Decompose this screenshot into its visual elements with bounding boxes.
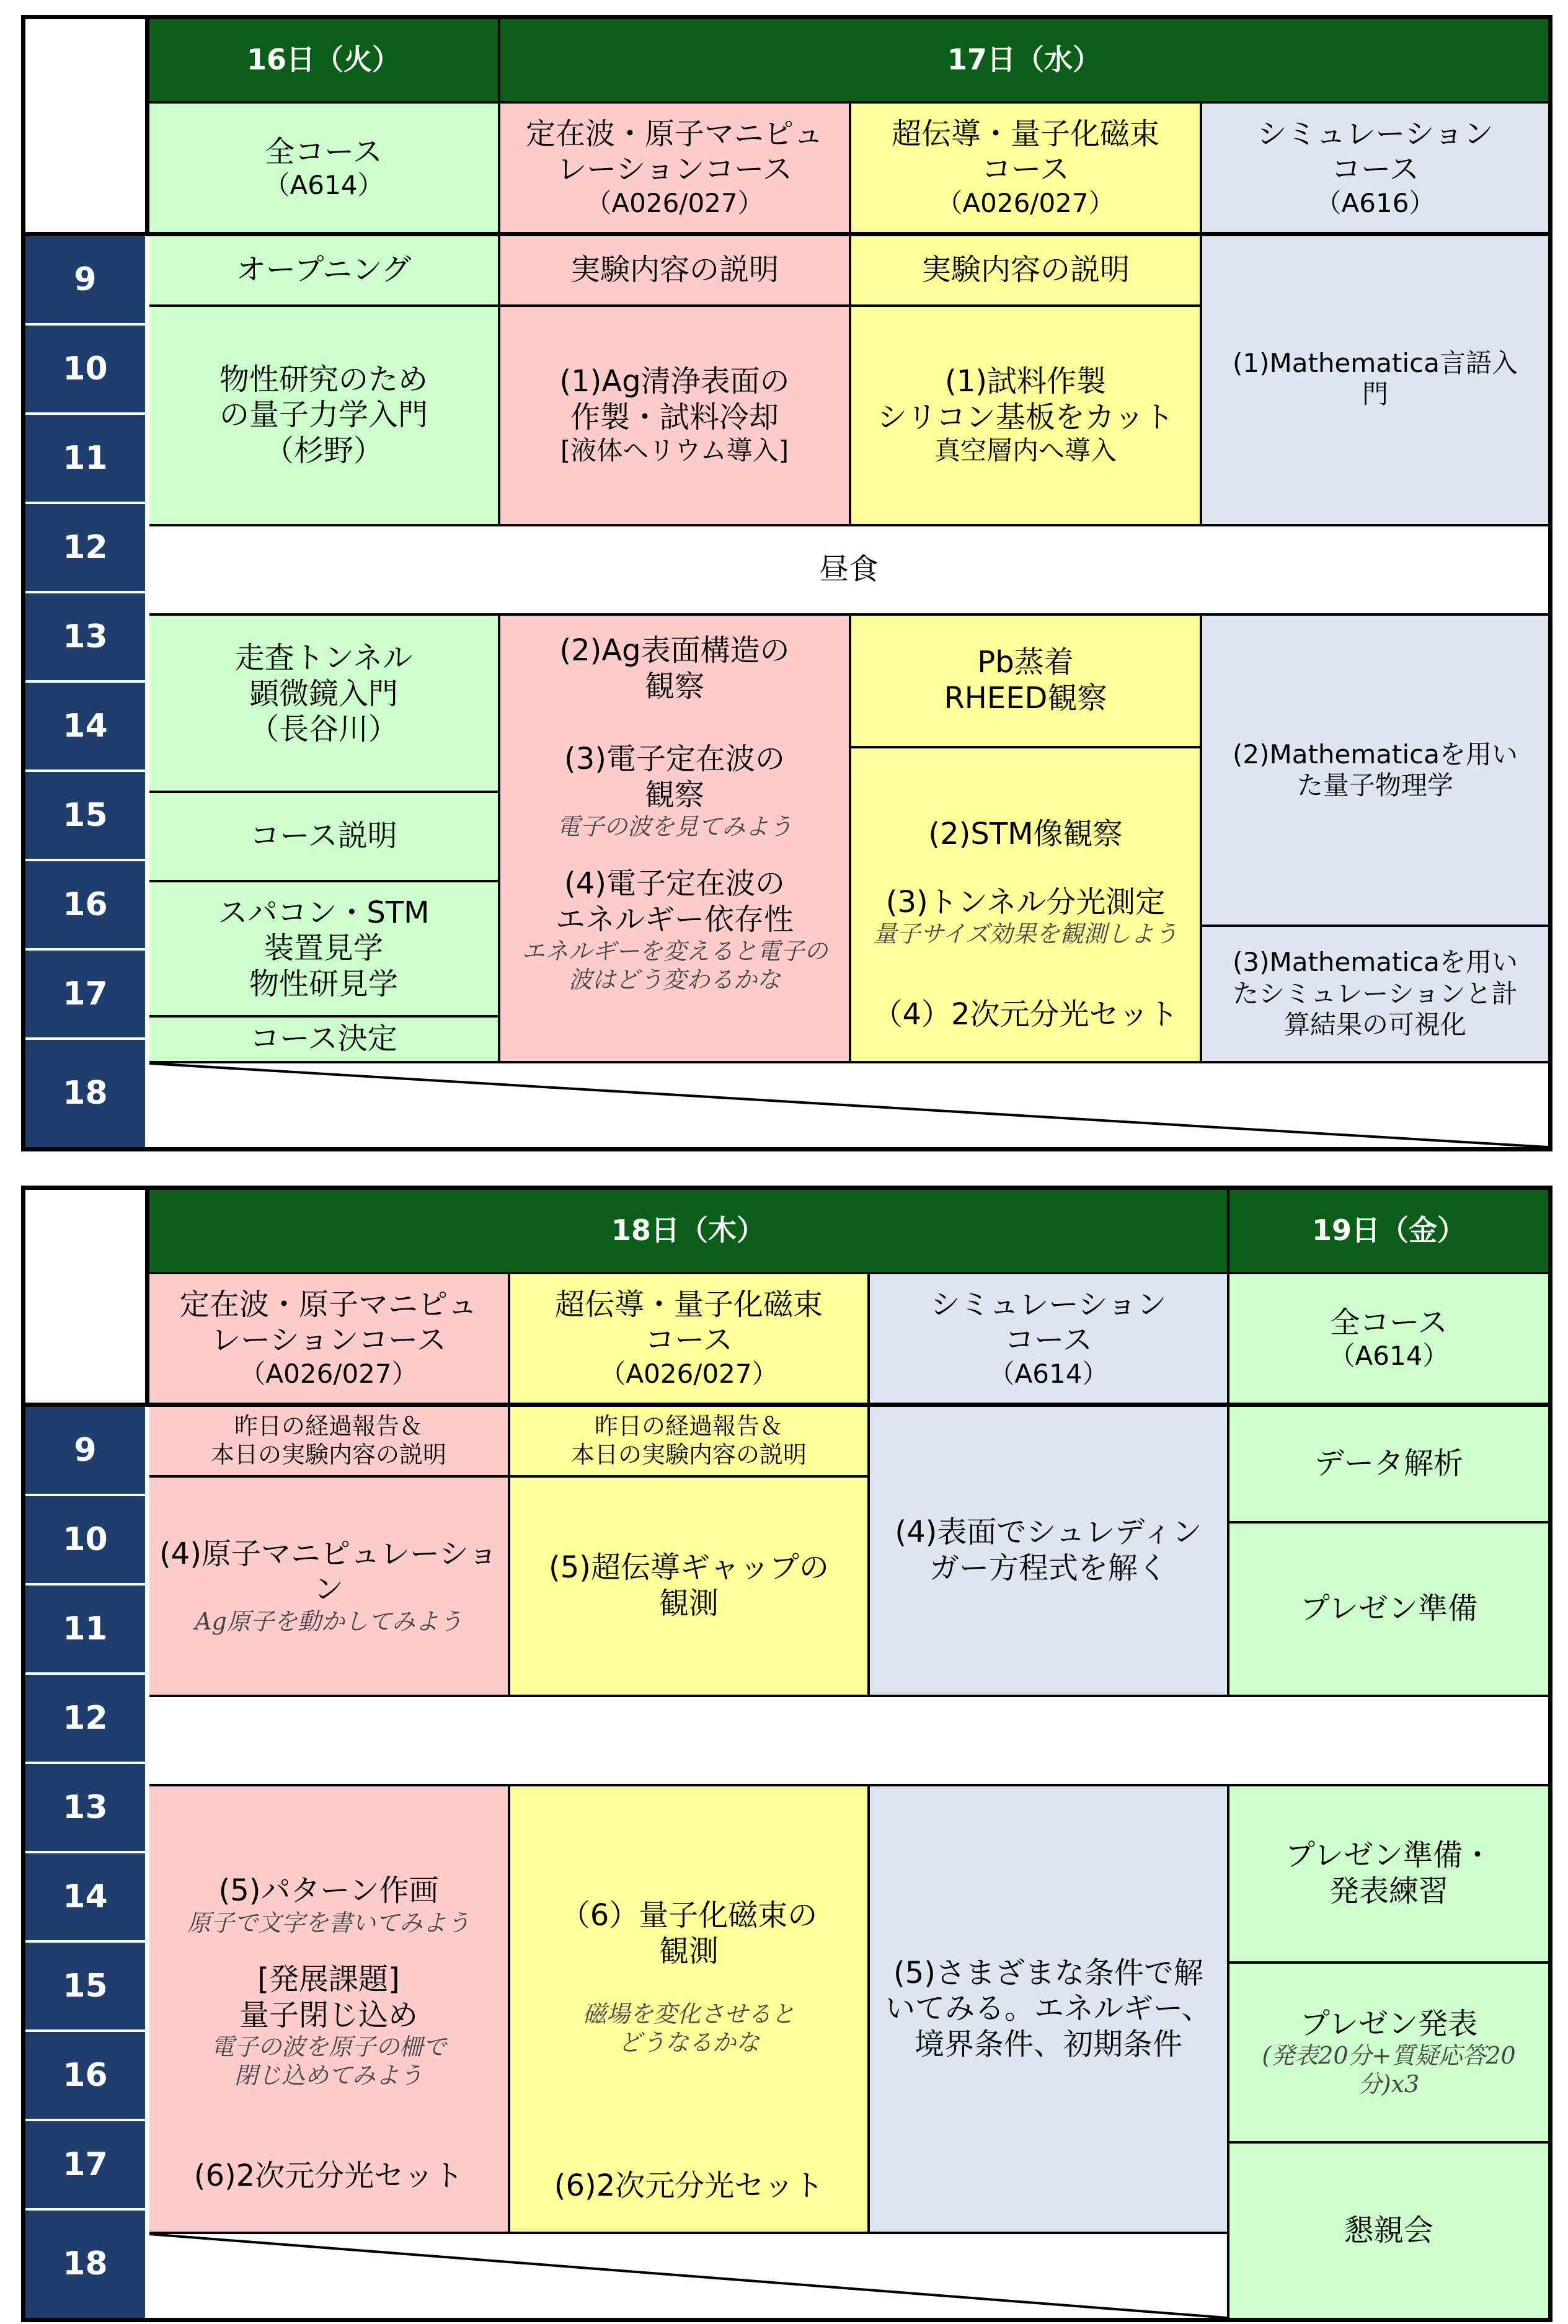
course-room: （A026/027） bbox=[585, 187, 764, 218]
hour-12 bbox=[25, 1675, 145, 1764]
event-text: 本日の実験内容の説明 bbox=[570, 1441, 807, 1468]
event-text: プレゼン準備・ bbox=[1285, 1838, 1493, 1873]
course-room: （A026/027） bbox=[936, 187, 1115, 218]
hour-10 bbox=[25, 1496, 145, 1586]
hour-13 bbox=[25, 1764, 145, 1853]
event-text: (2)Ag表面構造の bbox=[559, 633, 790, 668]
hour-17 bbox=[25, 2121, 145, 2211]
event-text: [液体ヘリウム導入] bbox=[560, 435, 789, 466]
event-note: 波はどう変わるかな bbox=[568, 965, 781, 993]
hour-11 bbox=[25, 1586, 145, 1675]
event-text: 物性研見学 bbox=[249, 966, 398, 1001]
event-note: 量子サイズ効果を観測しよう bbox=[873, 920, 1178, 948]
event-conditions bbox=[870, 1786, 1229, 2234]
hour-label: 10 bbox=[63, 350, 108, 388]
event-text: 門 bbox=[1362, 379, 1388, 410]
diagonal-line bbox=[149, 1063, 1548, 1147]
event-text: の量子力学入門 bbox=[219, 397, 428, 433]
event-mathematica-sim bbox=[1202, 927, 1548, 1063]
event-data-analysis bbox=[1229, 1407, 1548, 1523]
event-note: 分)x3 bbox=[1358, 2070, 1420, 2098]
hour-label: 15 bbox=[63, 796, 108, 834]
event-mathematica-intro bbox=[1202, 236, 1548, 526]
course-header-all bbox=[1229, 1274, 1548, 1407]
course-room: （A614） bbox=[1329, 1341, 1449, 1372]
event-text: た量子物理学 bbox=[1296, 770, 1453, 801]
hour-label: 10 bbox=[63, 1520, 108, 1558]
event-text: 実験内容の説明 bbox=[570, 252, 779, 288]
course-header-standing-wave bbox=[500, 104, 851, 236]
event-text: (1)Ag清浄表面の bbox=[559, 364, 790, 399]
course-room: （A026/027） bbox=[600, 1358, 778, 1389]
event-text: (3)電子定在波の bbox=[564, 742, 785, 777]
hour-label: 14 bbox=[63, 1878, 108, 1915]
course-room: （A026/027） bbox=[239, 1358, 418, 1389]
event-text: たシミュレーションと計 bbox=[1233, 978, 1518, 1009]
event-opening bbox=[149, 236, 500, 307]
event-note: Ag原子を動かしてみよう bbox=[195, 1607, 463, 1635]
hour-label: 11 bbox=[63, 439, 108, 477]
event-text: (5)さまざまな条件で解 bbox=[893, 1955, 1203, 1990]
event-text: 観察 bbox=[644, 777, 704, 812]
event-text: （杉野） bbox=[264, 433, 383, 468]
event-note: 電子の波を見てみよう bbox=[556, 813, 792, 841]
event-text: [発展課題] bbox=[257, 1962, 400, 1997]
hour-label: 16 bbox=[63, 2056, 108, 2094]
corner-cell bbox=[25, 1190, 149, 1407]
event-text: (2)Mathematicaを用い bbox=[1232, 738, 1518, 769]
event-text: (3)トンネル分光測定 bbox=[885, 884, 1166, 920]
hour-15 bbox=[25, 772, 145, 861]
event-note: (発表20分+質疑応答20 bbox=[1262, 2042, 1516, 2070]
event-sc-gap bbox=[510, 1478, 870, 1697]
event-lecture bbox=[149, 307, 500, 526]
event-party bbox=[1229, 2144, 1548, 2318]
event-note: 磁場を変化させると bbox=[582, 2000, 795, 2028]
event-text: プレゼン発表 bbox=[1300, 2006, 1478, 2041]
event-text: 昨日の経過報告＆ bbox=[234, 1413, 423, 1440]
hour-label: 9 bbox=[74, 260, 97, 298]
event-text: Pb蒸着 bbox=[977, 645, 1074, 680]
event-text: データ解析 bbox=[1314, 1446, 1463, 1481]
hour-14 bbox=[25, 683, 145, 772]
event-sample-prep bbox=[851, 307, 1202, 526]
event-course-decide bbox=[149, 1018, 500, 1063]
hour-label: 12 bbox=[63, 1699, 108, 1737]
event-note: 原子で文字を書いてみよう bbox=[187, 1909, 470, 1936]
hour-14 bbox=[25, 1853, 145, 1943]
event-text: 物性研究のため bbox=[219, 361, 428, 397]
event-note: 閉じ込めてみよう bbox=[234, 2061, 423, 2089]
course-room: （A614） bbox=[264, 170, 384, 201]
event-schrodinger bbox=[870, 1407, 1229, 1697]
event-stm-intro bbox=[149, 616, 500, 793]
event-text: オープニング bbox=[236, 252, 412, 288]
event-text: （4）2次元分光セット bbox=[872, 996, 1179, 1032]
event-explain-sw bbox=[500, 236, 851, 307]
event-text: (2)STM像観察 bbox=[928, 817, 1123, 851]
event-text: 量子閉じ込め bbox=[239, 1997, 418, 2033]
hour-9 bbox=[25, 236, 145, 326]
event-text: (5)超伝導ギャップの bbox=[549, 1550, 829, 1586]
event-text: 懇親会 bbox=[1344, 2212, 1433, 2248]
event-lunch bbox=[149, 526, 1548, 616]
event-text: ン bbox=[313, 1572, 343, 1607]
event-text: （長谷川） bbox=[249, 712, 398, 747]
event-stm-afternoon bbox=[851, 748, 1202, 1063]
event-text: (6)2次元分光セット bbox=[554, 2168, 824, 2204]
event-text: 境界条件、初期条件 bbox=[914, 2026, 1182, 2062]
course-name: 全コース bbox=[265, 134, 383, 169]
event-text: 実験内容の説明 bbox=[921, 252, 1130, 288]
course-room: （A614） bbox=[988, 1358, 1109, 1389]
event-text: エネルギー依存性 bbox=[555, 902, 794, 937]
hour-label: 18 bbox=[63, 1075, 108, 1112]
event-ag-surface bbox=[500, 307, 851, 526]
course-header-simulation bbox=[870, 1274, 1229, 1407]
day-header-text: 18日（木） bbox=[611, 1213, 765, 1248]
course-header-all bbox=[149, 104, 500, 236]
hour-label: 17 bbox=[63, 2145, 108, 2183]
event-text: 走査トンネル bbox=[234, 641, 413, 675]
hour-13 bbox=[25, 593, 145, 683]
event-text: (4)原子マニピュレーショ bbox=[159, 1536, 498, 1571]
hour-11 bbox=[25, 415, 145, 504]
hour-16 bbox=[25, 2032, 145, 2121]
event-sw-afternoon bbox=[500, 616, 851, 1063]
day-header-19 bbox=[1229, 1190, 1548, 1274]
hour-label: 13 bbox=[63, 618, 108, 655]
event-tour bbox=[149, 882, 500, 1018]
course-name: 超伝導・量子化磁束 コース bbox=[891, 116, 1159, 187]
event-text: 観察 bbox=[644, 668, 704, 704]
event-explain-sc bbox=[851, 236, 1202, 307]
event-text: (4)電子定在波の bbox=[564, 866, 785, 901]
course-room: （A616） bbox=[1315, 187, 1435, 218]
event-manipulation bbox=[149, 1478, 510, 1697]
event-text: 観測 bbox=[658, 1933, 719, 1969]
event-text: 算結果の可視化 bbox=[1283, 1009, 1466, 1040]
hour-label: 12 bbox=[63, 528, 108, 566]
hour-label: 17 bbox=[63, 975, 108, 1013]
event-text: ガー方程式を解く bbox=[929, 1551, 1167, 1586]
event-note: 電子の波を原子の柵で bbox=[210, 2033, 446, 2061]
hour-label: 14 bbox=[63, 707, 108, 745]
diagonal-line bbox=[149, 2234, 1227, 2318]
event-text: コース決定 bbox=[250, 1021, 397, 1057]
event-text: 真空層内へ導入 bbox=[934, 435, 1117, 466]
event-text: 観測 bbox=[658, 1586, 719, 1621]
event-text: (1)Mathematica言語入 bbox=[1232, 348, 1518, 378]
event-text: 装置見学 bbox=[264, 931, 383, 966]
event-text: スパコン・STM bbox=[218, 895, 430, 930]
event-report-sw bbox=[149, 1407, 510, 1478]
schedule-table-day18-19 bbox=[21, 1186, 1552, 2322]
hour-label: 11 bbox=[63, 1610, 108, 1648]
hour-17 bbox=[25, 951, 145, 1040]
course-name: シミュレーション コース bbox=[1257, 116, 1494, 187]
hour-16 bbox=[25, 861, 145, 951]
event-text: （6）量子化磁束の bbox=[560, 1898, 818, 1933]
event-text: (6)2次元分光セット bbox=[193, 2158, 464, 2193]
event-text: (5)パターン作画 bbox=[218, 1873, 439, 1908]
event-pattern bbox=[149, 1786, 510, 2234]
day-header-text: 19日（金） bbox=[1311, 1213, 1466, 1248]
event-text: コース説明 bbox=[250, 818, 397, 854]
event-text: RHEED観察 bbox=[944, 681, 1107, 716]
corner-cell bbox=[25, 19, 149, 236]
course-name: 定在波・原子マニピュ レーションコース bbox=[179, 1287, 477, 1358]
event-text: 本日の実験内容の説明 bbox=[210, 1441, 446, 1468]
hour-label: 13 bbox=[63, 1788, 108, 1826]
event-mathematica-qp bbox=[1202, 616, 1548, 927]
event-note: エネルギーを変えると電子の bbox=[521, 938, 828, 965]
event-practice bbox=[1229, 1786, 1548, 1964]
event-text: (1)試料作製 bbox=[945, 364, 1106, 399]
event-flux bbox=[510, 1786, 870, 2234]
course-header-superconductivity bbox=[851, 104, 1202, 236]
course-name: 全コース bbox=[1330, 1305, 1448, 1340]
course-header-superconductivity bbox=[510, 1274, 870, 1407]
schedule-table-day16-17 bbox=[21, 15, 1552, 1151]
course-name: シミュレーション コース bbox=[930, 1287, 1167, 1358]
course-header-simulation bbox=[1202, 104, 1548, 236]
event-text: (3)Mathematicaを用い bbox=[1232, 947, 1518, 978]
event-text: (4)表面でシュレディン bbox=[895, 1515, 1202, 1550]
hour-12 bbox=[25, 504, 145, 593]
day-header-text: 16日（火） bbox=[246, 43, 401, 77]
event-text: プレゼン準備 bbox=[1300, 1591, 1478, 1626]
course-name: 超伝導・量子化磁束 コース bbox=[554, 1287, 823, 1358]
hour-18 bbox=[25, 2211, 145, 2318]
course-name: 定在波・原子マニピュ レーションコース bbox=[525, 116, 823, 187]
event-pb-rheed bbox=[851, 616, 1202, 748]
event-text: シリコン基板をカット bbox=[877, 399, 1174, 435]
event-text: 発表練習 bbox=[1329, 1874, 1448, 1909]
event-course-explain bbox=[149, 793, 500, 882]
event-text: 昼食 bbox=[818, 552, 879, 587]
hour-9 bbox=[25, 1407, 145, 1496]
event-text: 昨日の経過報告＆ bbox=[594, 1413, 783, 1440]
day-header-text: 17日（水） bbox=[947, 43, 1101, 77]
event-presentation-prep bbox=[1229, 1523, 1548, 1697]
hour-10 bbox=[25, 326, 145, 415]
empty-noon-row bbox=[149, 1697, 1548, 1786]
event-presentation bbox=[1229, 1964, 1548, 2144]
event-text: 顕微鏡入門 bbox=[249, 676, 398, 711]
course-header-standing-wave bbox=[149, 1274, 510, 1407]
hour-label: 15 bbox=[63, 1967, 108, 2005]
event-report-sc bbox=[510, 1407, 870, 1478]
hour-15 bbox=[25, 1943, 145, 2032]
day-header-17 bbox=[500, 19, 1548, 104]
hour-label: 16 bbox=[63, 885, 108, 923]
event-text: 作製・試料冷却 bbox=[570, 399, 779, 435]
hour-18 bbox=[25, 1040, 145, 1147]
day-header-16 bbox=[149, 19, 500, 104]
event-note: どうなるかな bbox=[618, 2028, 760, 2056]
day-header-18 bbox=[149, 1190, 1229, 1274]
event-text: いてみる。エネルギー、 bbox=[885, 1991, 1212, 2026]
hour-label: 9 bbox=[74, 1431, 97, 1469]
hour-label: 18 bbox=[63, 2245, 108, 2283]
